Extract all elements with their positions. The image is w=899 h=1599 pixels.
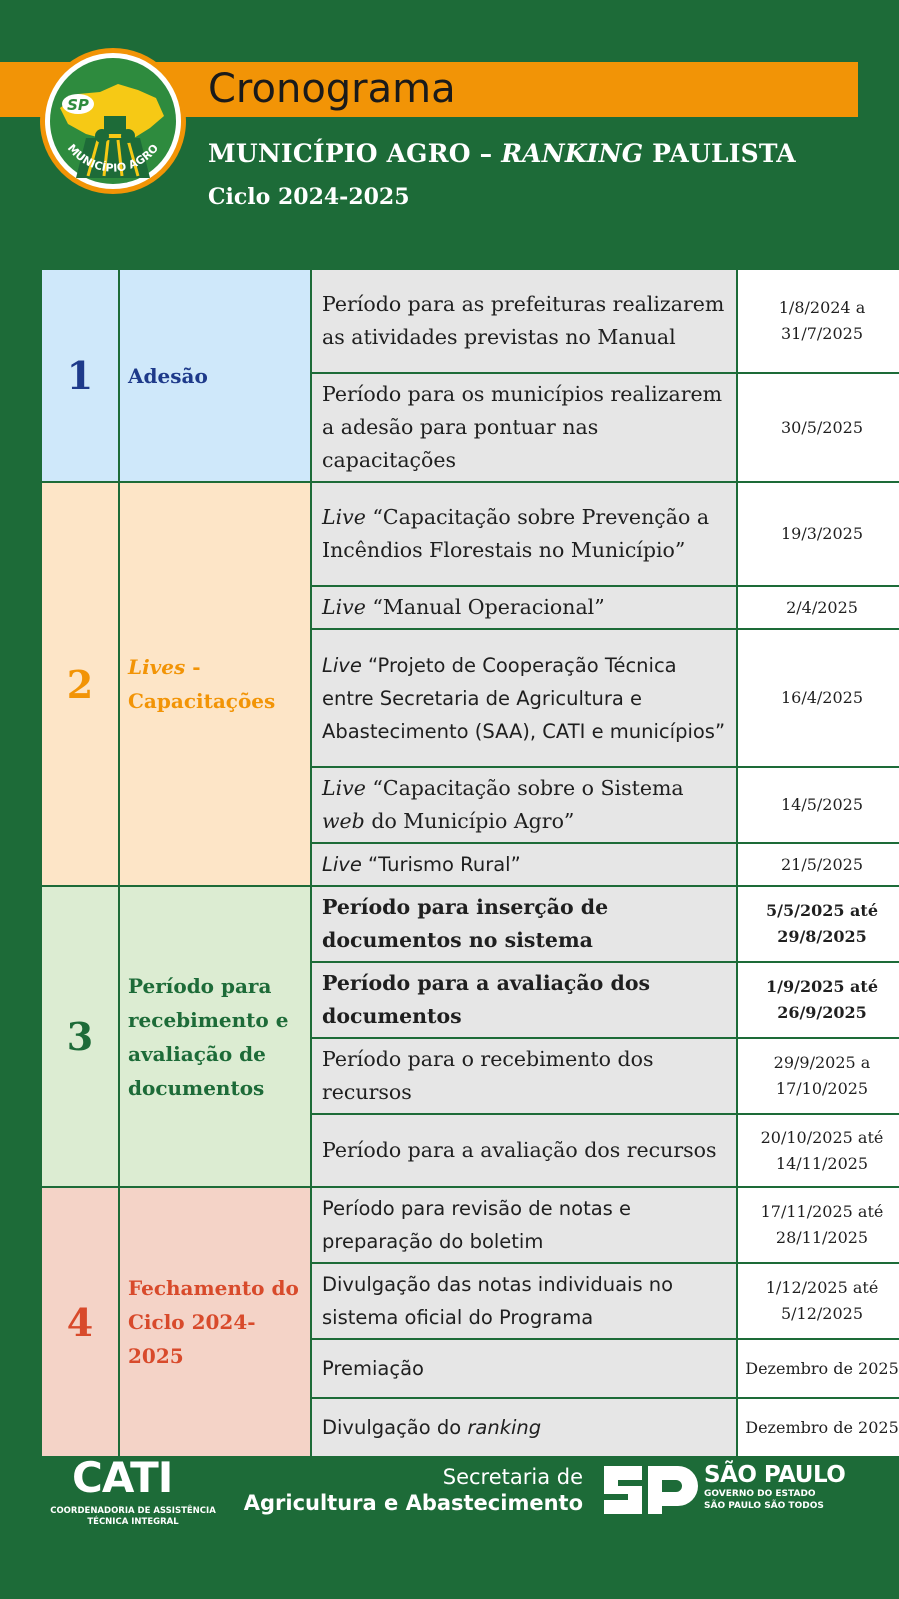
row-date: Dezembro de 2025: [737, 1339, 899, 1398]
row-date: 20/10/2025 até 14/11/2025: [737, 1114, 899, 1187]
row-description: Divulgação do ranking: [311, 1398, 737, 1457]
logo-badge-text: SP: [67, 96, 89, 114]
table-row: [41, 886, 899, 962]
row-date: 14/5/2025: [737, 767, 899, 843]
step-number: 2: [41, 482, 119, 886]
sp-government-icon: [600, 1462, 700, 1518]
row-date: 1/12/2025 até 5/12/2025: [737, 1263, 899, 1339]
secretaria-label: Secretaria de Agricultura e Abastecimento: [243, 1465, 583, 1515]
row-date: 2/4/2025: [737, 586, 899, 629]
row-date: 1/9/2025 até 26/9/2025: [737, 962, 899, 1038]
page-subtitle: MUNICÍPIO AGRO – RANKING PAULISTA: [208, 139, 796, 168]
step-number: 1: [41, 269, 119, 482]
sao-paulo-government-label: SÃO PAULO GOVERNO DO ESTADO SÃO PAULO SÃO TODOS: [704, 1462, 846, 1511]
step-label: Lives - Capacitações: [119, 482, 311, 886]
cycle-label: Ciclo 2024-2025: [208, 184, 410, 210]
step-number: 4: [41, 1187, 119, 1457]
cati-subtitle: COORDENADORIA DE ASSISTÊNCIA TÉCNICA INTEGRAL: [50, 1506, 216, 1527]
row-date: 19/3/2025: [737, 482, 899, 586]
row-description: Live “Projeto de Cooperação Técnica entre Secretaria de Agricultura e Abastecimento (SAA), CATI e municípios”: [311, 629, 737, 767]
row-description: Período para inserção de documentos no sistema: [311, 886, 737, 962]
row-date: 1/8/2024 a 31/7/2025: [737, 269, 899, 373]
table-row: [41, 269, 899, 373]
step-label: Adesão: [119, 269, 311, 482]
row-date: 17/11/2025 até 28/11/2025: [737, 1187, 899, 1263]
step-label: Período para recebimento e avaliação de documentos: [119, 886, 311, 1187]
row-description: Live “Capacitação sobre Prevenção a Incêndios Florestais no Município”: [311, 482, 737, 586]
row-date: 30/5/2025: [737, 373, 899, 482]
row-date: Dezembro de 2025: [737, 1398, 899, 1457]
table-row: [41, 482, 899, 586]
cati-logo: [48, 1452, 218, 1532]
cati-wordmark: CATI: [72, 1453, 173, 1502]
step-number: 3: [41, 886, 119, 1187]
page-title: Cronograma: [208, 66, 456, 112]
row-description: Período para o recebimento dos recursos: [311, 1038, 737, 1114]
row-description: Período para revisão de notas e preparação do boletim: [311, 1187, 737, 1263]
row-date: 29/9/2025 a 17/10/2025: [737, 1038, 899, 1114]
row-date: 16/4/2025: [737, 629, 899, 767]
row-description: Período para a avaliação dos recursos: [311, 1114, 737, 1187]
row-description: Live “Turismo Rural”: [311, 843, 737, 886]
row-date: 21/5/2025: [737, 843, 899, 886]
municipio-agro-logo: [38, 46, 188, 196]
row-date: 5/5/2025 até 29/8/2025: [737, 886, 899, 962]
schedule-table: [40, 268, 899, 1458]
table-row: [41, 1187, 899, 1263]
row-description: Live “Capacitação sobre o Sistema web do Município Agro”: [311, 767, 737, 843]
row-description: Live “Manual Operacional”: [311, 586, 737, 629]
row-description: Premiação: [311, 1339, 737, 1398]
step-label: Fechamento do Ciclo 2024-2025: [119, 1187, 311, 1457]
logo-ring-text: MUNICÍPIO AGRO: [64, 141, 162, 175]
row-description: Período para os municípios realizarem a adesão para pontuar nas capacitações: [311, 373, 737, 482]
row-description: Divulgação das notas individuais no sistema oficial do Programa: [311, 1263, 737, 1339]
row-description: Período para a avaliação dos documentos: [311, 962, 737, 1038]
row-description: Período para as prefeituras realizarem as atividades previstas no Manual: [311, 269, 737, 373]
